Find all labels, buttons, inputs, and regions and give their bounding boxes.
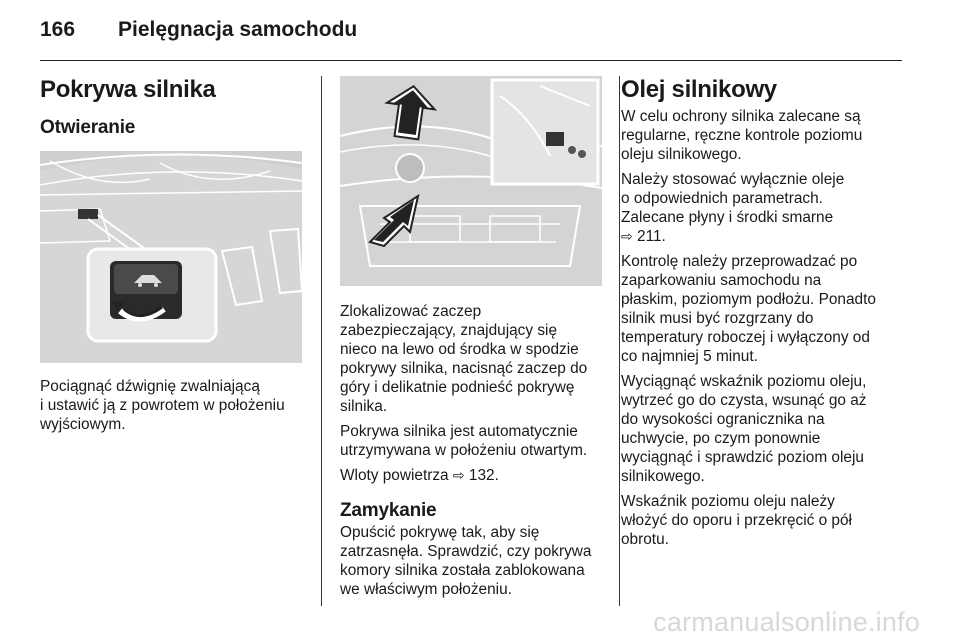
text-line: oleju silnikowego. (621, 146, 742, 163)
text-line: wyciągnąć i sprawdzić poziom oleju (621, 449, 864, 466)
text-line: co najmniej 5 minut. (621, 348, 758, 365)
text-line: płaskim, poziomym podłożu. Ponadto (621, 291, 876, 308)
text-line: Pokrywa silnika jest automatycznie (340, 423, 578, 440)
text-line: Zalecane płyny i środki smarne (621, 209, 834, 226)
text-line: temperatury roboczej i wyłączony od (621, 329, 870, 346)
text-line: nieco na lewo od środka w spodzie (340, 341, 579, 358)
text-line: do wysokości ogranicznika na (621, 411, 825, 428)
text-line: Opuścić pokrywę tak, aby się (340, 524, 540, 541)
paragraph-oil-intro (621, 107, 903, 164)
text-line: o odpowiednich parametrach. (621, 190, 823, 207)
paragraph-release-lever (40, 377, 306, 434)
column-divider-left (321, 76, 322, 606)
section-heading-oil: Olej silnikowy (621, 76, 777, 103)
page-number: 166 (40, 18, 76, 41)
text-line: W celu ochrony silnika zalecane są (621, 108, 861, 125)
text-line: Wyciągnąć wskaźnik poziomu oleju, (621, 373, 867, 390)
text-line: góry i delikatnie podnieść pokrywę (340, 379, 575, 396)
paragraph-locate-latch (340, 302, 606, 416)
text-line: obrotu. (621, 531, 669, 548)
text-line: włożyć do oporu i przekręcić o pół (621, 512, 852, 529)
hood-release-lever-illustration (40, 151, 302, 363)
text-line: silnik musi być rozgrzany do (621, 310, 814, 327)
paragraph-dipstick-insert (621, 492, 903, 549)
text-line: Należy stosować wyłącznie oleje (621, 171, 845, 188)
text-line: utrzymywana w położeniu otwartym. (340, 442, 588, 459)
text-line: we właściwym położeniu. (340, 581, 512, 598)
page-header (40, 18, 902, 48)
column-hood-opening (40, 76, 306, 440)
air-inlets-page-ref[interactable]: 132. (468, 467, 499, 484)
column-hood-latch (340, 76, 606, 605)
running-title: Pielęgnacja samochodu (118, 18, 358, 41)
watermark: carmanualsonline.info (653, 607, 920, 637)
text-line: uchwycie, po czym ponownie (621, 430, 821, 447)
section-heading-hood: Pokrywa silnika (40, 76, 216, 103)
paragraph-oil-spec (621, 170, 903, 246)
text-line: Wskaźnik poziomu oleju należy (621, 493, 835, 510)
fluids-page-ref[interactable]: 211. (637, 228, 666, 245)
subheading-opening: Otwieranie (40, 117, 136, 138)
text-line: Pociągnąć dźwignię zwalniającą (40, 378, 260, 395)
paragraph-air-inlets (340, 466, 606, 485)
text-line: pokrywy silnika, nacisnąć zaczep do (340, 360, 588, 377)
text-line: wyjściowym. (40, 416, 126, 433)
text-line: Zlokalizować zaczep (340, 303, 482, 320)
air-inlets-text: Wloty powietrza (340, 467, 449, 484)
column-engine-oil (621, 76, 903, 555)
page-reference-icon: ⇨ (621, 228, 633, 244)
text-line: regularne, ręczne kontrole poziomu (621, 127, 863, 144)
header-rule (40, 60, 902, 61)
paragraph-dipstick-procedure (621, 372, 903, 486)
column-divider-right (619, 76, 620, 606)
text-line: zaparkowaniu samochodu na (621, 272, 822, 289)
text-line: zabezpieczający, znajdujący się (340, 322, 558, 339)
subheading-closing: Zamykanie (340, 500, 437, 521)
paragraph-closing (340, 523, 606, 599)
text-line: silnikowego. (621, 468, 705, 485)
hood-latch-illustration (340, 76, 602, 286)
text-line: i ustawić ją z powrotem w położeniu (40, 397, 285, 414)
paragraph-auto-hold (340, 422, 606, 460)
text-line: komory silnika została zablokowana (340, 562, 585, 579)
text-line: silnika. (340, 398, 388, 415)
text-line: zatrzasnęła. Sprawdzić, czy pokrywa (340, 543, 592, 560)
text-line: wytrzeć go do czysta, wsunąć go aż (621, 392, 867, 409)
text-line: Kontrolę należy przeprowadzać po (621, 253, 858, 270)
page-reference-icon: ⇨ (452, 467, 465, 483)
paragraph-check-conditions (621, 252, 903, 366)
